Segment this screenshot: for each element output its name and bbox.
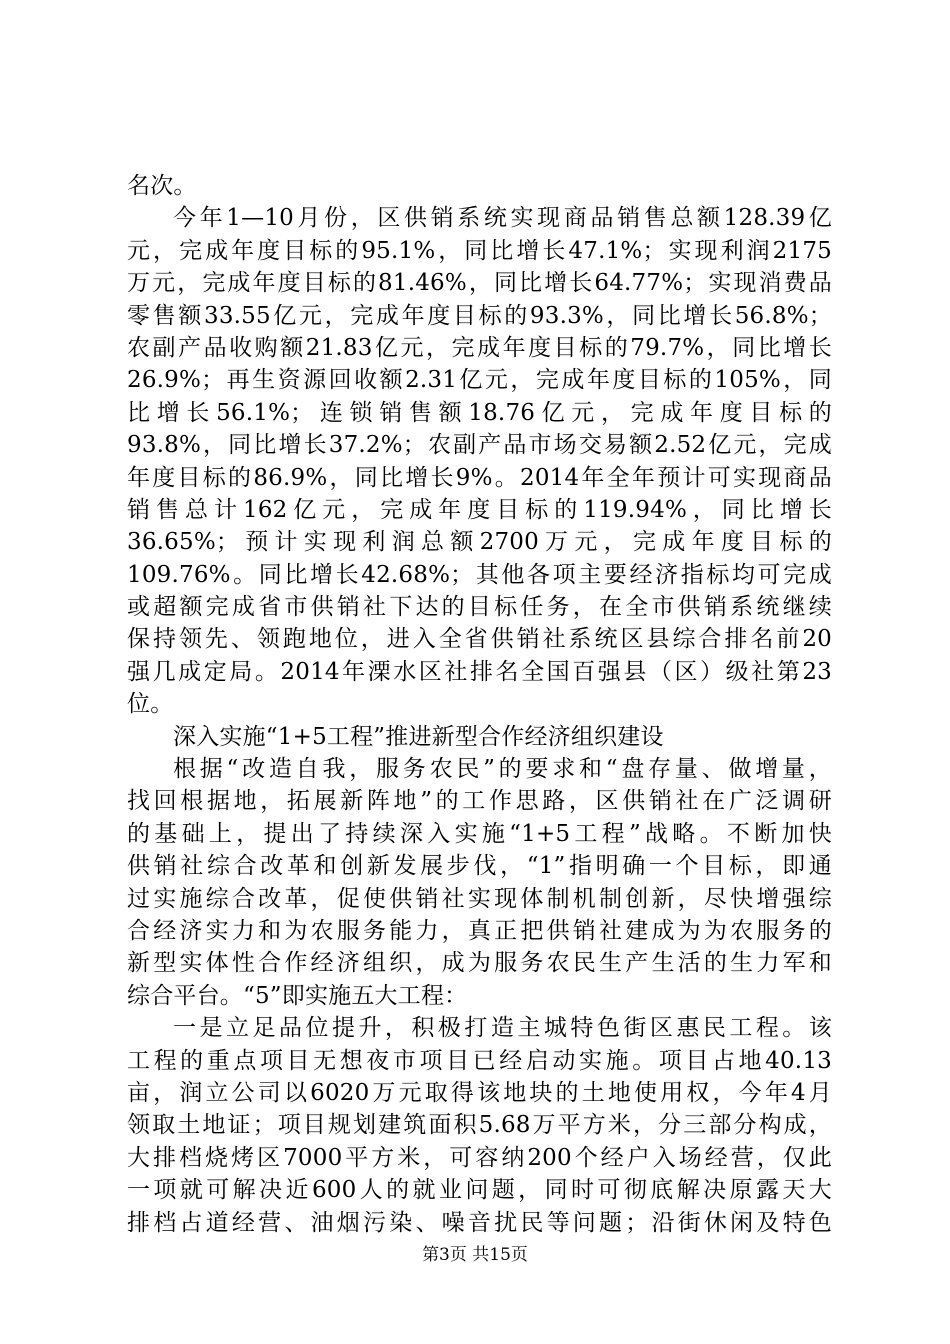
text-line: 保持领先、领跑地位，进入全省供销社系统区县综合排名前20	[127, 626, 832, 653]
text-line: 今年1—10月份，区供销系统实现商品销售总额128.39亿	[173, 205, 832, 232]
page-number-label: 第3页 共15页	[422, 1245, 528, 1265]
text-line: 比增长56.1%；连锁销售额18.76亿元，完成年度目标的	[127, 399, 832, 426]
text-line: 名次。	[127, 173, 197, 199]
text-line: 根据“改造自我，服务农民”的要求和“盘存量、做增量，	[173, 756, 832, 783]
text-line: 一项就可解决近600人的就业问题，同时可彻底解决原露天大	[127, 1177, 832, 1204]
text-line: 销售总计162亿元，完成年度目标的119.94%，同比增长	[127, 496, 832, 523]
text-line: 新型实体性合作经济组织，成为服务农民生产生活的生力军和	[127, 950, 832, 977]
text-line: 零售额33.55亿元，完成年度目标的93.3%，同比增长56.8%；	[127, 302, 832, 329]
text-line: 的基础上，提出了持续深入实施“1+5工程”战略。不断加快	[127, 820, 832, 847]
text-line: 年度目标的86.9%，同比增长9%。2014年全年预计可实现商品	[127, 464, 832, 491]
text-line: 大排档烧烤区7000平方米，可容纳200个经户入场经营，仅此	[127, 1144, 832, 1171]
text-line: 亩，润立公司以6020万元取得该地块的土地使用权，今年4月	[127, 1079, 832, 1106]
text-line: 强几成定局。2014年溧水区社排名全国百强县（区）级社第23	[127, 658, 832, 685]
text-line: 元，完成年度目标的95.1%，同比增长47.1%；实现利润2175	[127, 237, 832, 264]
document-body	[127, 170, 832, 1239]
text-line: 或超额完成省市供销社下达的目标任务，在全市供销系统继续	[127, 594, 832, 621]
text-line: 领取土地证；项目规划建筑面积5.68万平方米，分三部分构成，	[127, 1112, 832, 1139]
text-line: 农副产品收购额21.83亿元，完成年度目标的79.7%，同比增长	[127, 334, 832, 361]
text-line: 综合平台。“5”即实施五大工程：	[127, 982, 468, 1009]
text-line: 26.9%；再生资源回收额2.31亿元，完成年度目标的105%，同	[127, 367, 832, 394]
page-footer	[0, 1240, 950, 1265]
text-line: 排档占道经营、油烟污染、噪音扰民等问题；沿街休闲及特色	[127, 1209, 832, 1236]
text-line: 合经济实力和为农服务能力，真正把供销社建成为为农服务的	[127, 917, 832, 944]
text-line: 供销社综合改革和创新发展步伐，“1”指明确一个目标，即通	[127, 853, 832, 880]
text-line: 36.65%；预计实现利润总额2700万元，完成年度目标的	[127, 529, 832, 556]
text-line: 深入实施“1+5工程”推进新型合作经济组织建设	[173, 723, 664, 750]
text-line: 93.8%，同比增长37.2%；农副产品市场交易额2.52亿元，完成	[127, 432, 832, 459]
text-line: 一是立足品位提升，积极打造主城特色街区惠民工程。该	[173, 1015, 832, 1042]
text-line: 109.76%。同比增长42.68%；其他各项主要经济指标均可完成	[127, 561, 832, 588]
text-line: 工程的重点项目无想夜市项目已经启动实施。项目占地40.13	[127, 1047, 832, 1074]
text-line: 找回根据地，拓展新阵地”的工作思路，区供销社在广泛调研	[127, 788, 832, 815]
text-line: 过实施综合改革，促使供销社实现体制机制创新，尽快增强综	[127, 885, 832, 912]
text-line: 万元，完成年度目标的81.46%，同比增长64.77%；实现消费品	[127, 270, 832, 297]
text-line: 位。	[127, 691, 174, 718]
